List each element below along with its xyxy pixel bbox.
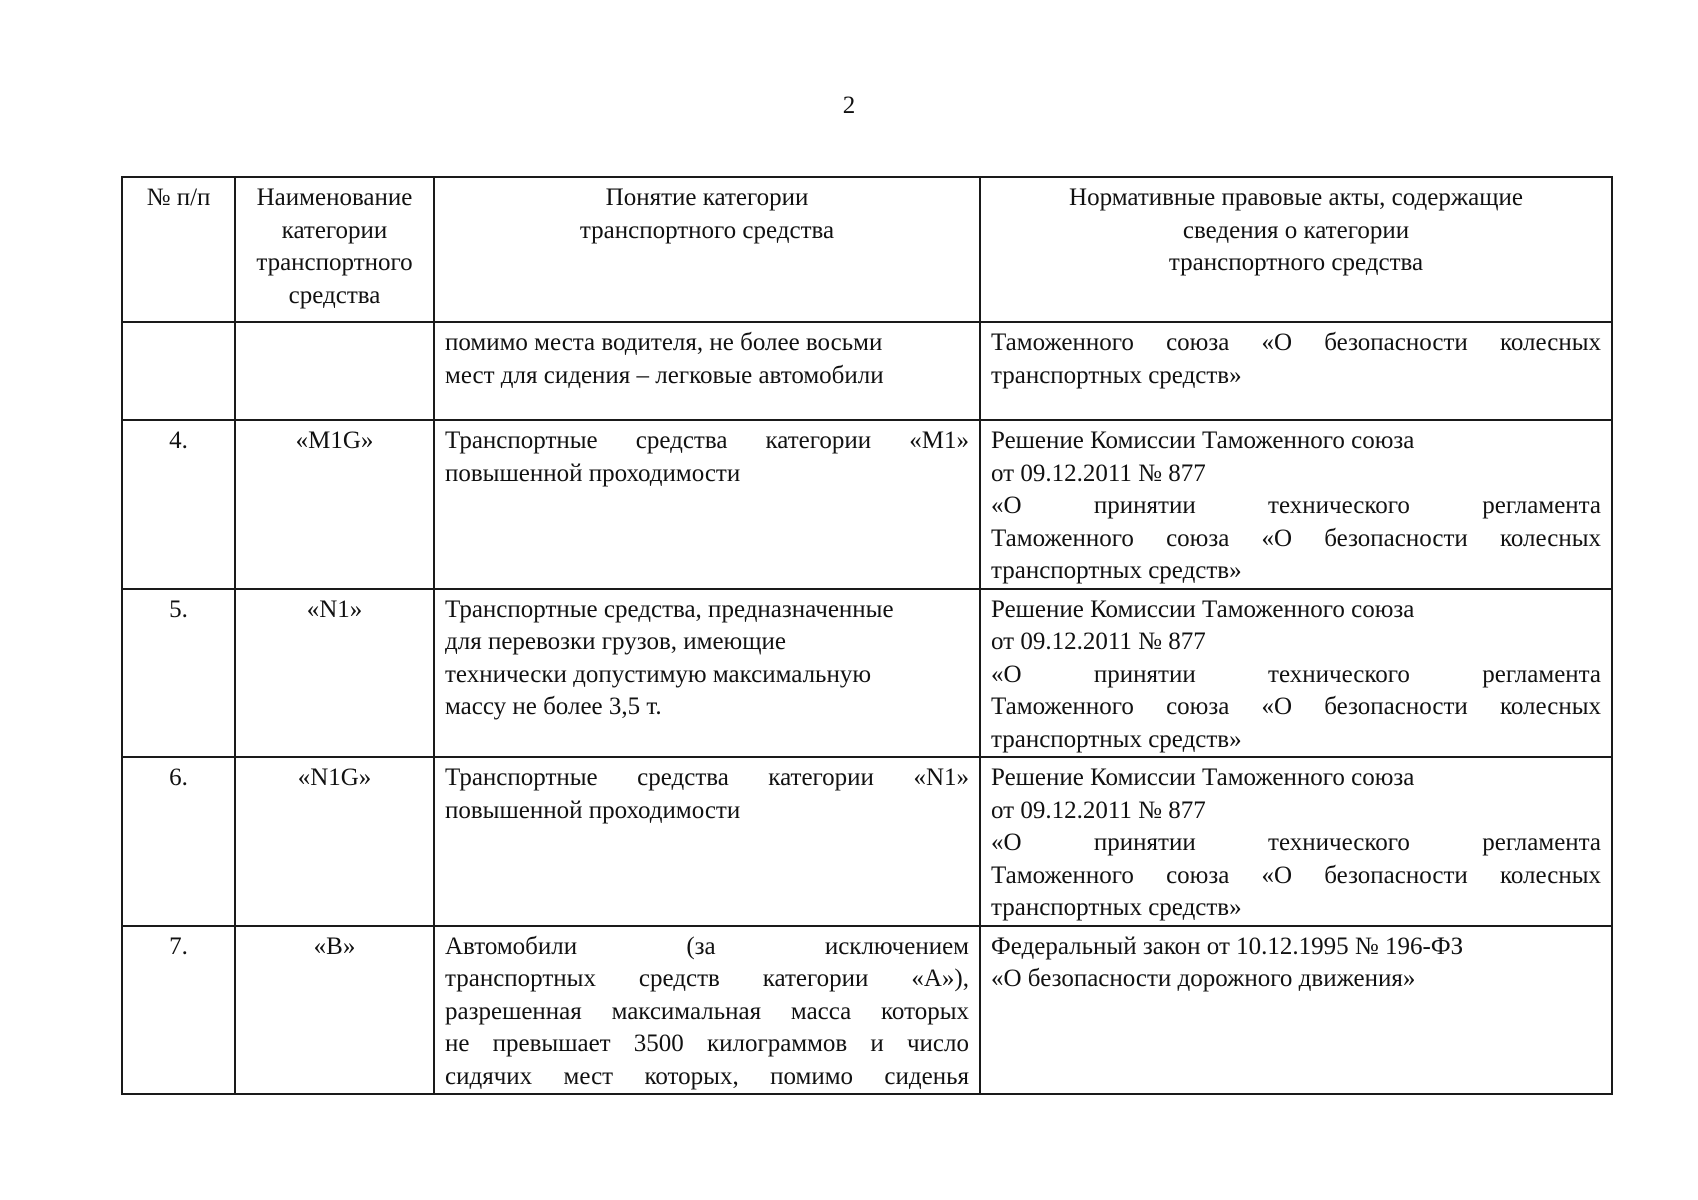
header-legal-acts: Нормативные правовые акты, содержащие сведения о категории транспортного средства xyxy=(980,177,1612,322)
row-number: 7. xyxy=(122,926,235,1095)
vehicle-categories-table xyxy=(121,176,1613,1095)
table-row xyxy=(122,926,1612,1095)
header-category-name: Наименование категории транспортного средства xyxy=(235,177,434,322)
header-category-concept: Понятие категории транспортного средства xyxy=(434,177,980,322)
table-row xyxy=(122,420,1612,589)
row-category-concept: Транспортные средства, предназначенные для перевозки грузов, имеющие технически допустимую максимальную массу не более 3,5 т. xyxy=(434,589,980,758)
row-number: 5. xyxy=(122,589,235,758)
table-header-row xyxy=(122,177,1612,322)
row-category-name: «M1G» xyxy=(235,420,434,589)
row-category-name xyxy=(235,322,434,420)
row-legal-acts: Решение Комиссии Таможенного союза от 09.12.2011 № 877 «О принятии технического регламента Таможенного союза «О безопасности колесных транспортных средств» xyxy=(980,589,1612,758)
row-category-concept: помимо места водителя, не более восьми мест для сидения – легковые автомобили xyxy=(434,322,980,420)
table-row xyxy=(122,589,1612,758)
row-category-concept: Автомобили (за исключением транспортных средств категории «A»), разрешенная максимальная масса которых не превышает 3500 килограммов и число сидячих мест которых, помимо сиденья xyxy=(434,926,980,1095)
row-legal-acts: Федеральный закон от 10.12.1995 № 196-ФЗ «О безопасности дорожного движения» xyxy=(980,926,1612,1095)
row-category-concept: Транспортные средства категории «N1» повышенной проходимости xyxy=(434,757,980,926)
row-category-concept: Транспортные средства категории «M1» повышенной проходимости xyxy=(434,420,980,589)
row-number: 6. xyxy=(122,757,235,926)
row-category-name: «N1G» xyxy=(235,757,434,926)
row-legal-acts: Решение Комиссии Таможенного союза от 09.12.2011 № 877 «О принятии технического регламента Таможенного союза «О безопасности колесных транспортных средств» xyxy=(980,757,1612,926)
row-number: 4. xyxy=(122,420,235,589)
table-row xyxy=(122,757,1612,926)
row-category-name: «N1» xyxy=(235,589,434,758)
header-number: № п/п xyxy=(122,177,235,322)
page-number: 2 xyxy=(842,92,856,119)
table-row xyxy=(122,322,1612,420)
row-number xyxy=(122,322,235,420)
row-legal-acts: Решение Комиссии Таможенного союза от 09.12.2011 № 877 «О принятии технического регламента Таможенного союза «О безопасности колесных транспортных средств» xyxy=(980,420,1612,589)
row-legal-acts: Таможенного союза «О безопасности колесных транспортных средств» xyxy=(980,322,1612,420)
row-category-name: «B» xyxy=(235,926,434,1095)
